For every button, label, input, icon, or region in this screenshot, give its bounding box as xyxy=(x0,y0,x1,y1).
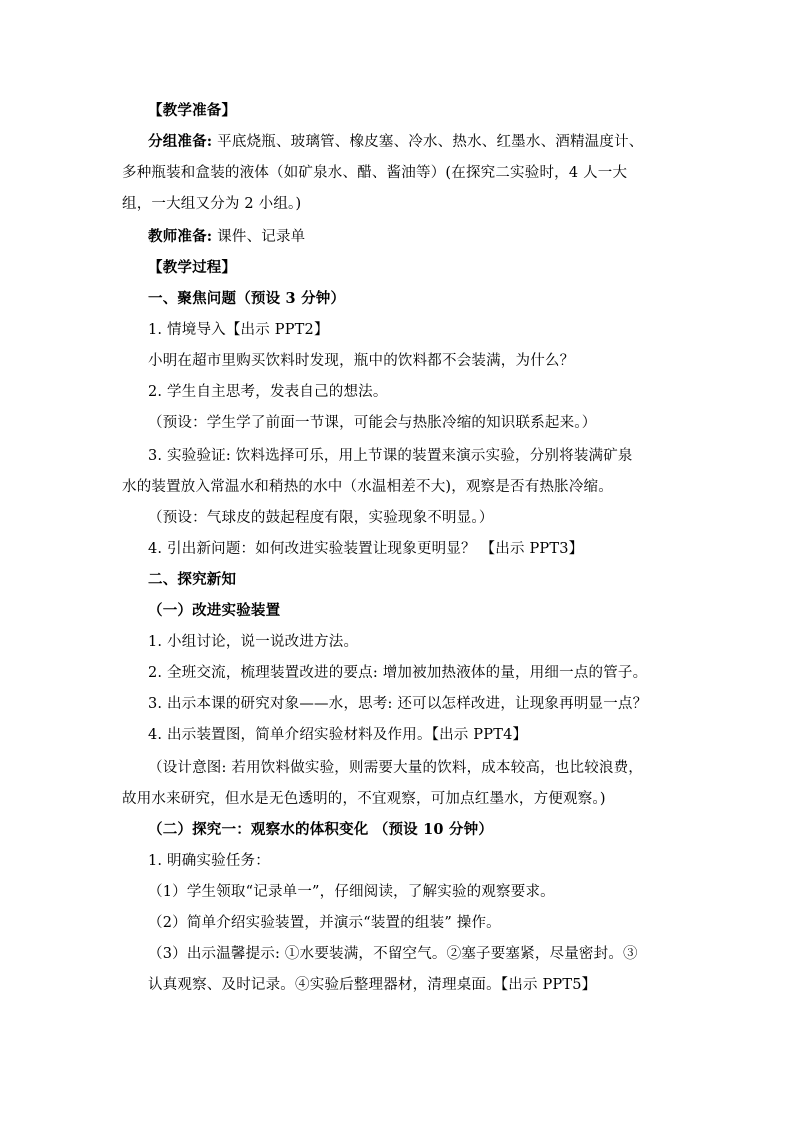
group-preparation-text: 平底烧瓶、玻璃管、橡皮塞、冷水、热水、红墨水、酒精温度计、 xyxy=(217,134,644,150)
s1-item-3-line-2: 水的装置放入常温水和稍热的水中（水温相差不大)，观察是否有热胀冷缩。 xyxy=(122,479,613,495)
s2a-item-1: 1. 小组讨论，说一说改进方法。 xyxy=(148,634,359,650)
section-2a-title: （一）改进实验装置 xyxy=(148,602,281,619)
s1-item-4: 4. 引出新问题：如何改进实验装置让现象更明显？ 【出示 PPT3】 xyxy=(148,541,584,557)
s2a-design-intent-line-2: 故用水来研究，但水是无色透明的，不宜观察，可加点红墨水，方便观察。) xyxy=(122,791,606,807)
s2a-item-2: 2. 全班交流，梳理装置改进的要点: 增加被加热液体的量，用细一点的管子。 xyxy=(148,665,648,681)
s2b-item-1-sub-3-line-2: 认真观察、及时记录。④实验后整理器材，清理桌面。【出示 PPT5】 xyxy=(148,977,597,993)
s2a-item-4: 4. 出示装置图，简单介绍实验材料及作用。【出示 PPT4】 xyxy=(148,727,528,743)
s2a-design-intent-line-1: （设计意图: 若用饮料做实验，则需要大量的饮料，成本较高，也比较浪费， xyxy=(148,760,643,776)
teacher-preparation-text: 课件、记录单 xyxy=(217,229,306,245)
group-preparation-label: 分组准备: xyxy=(148,133,213,150)
heading-teaching-preparation: 【教学准备】 xyxy=(148,102,237,119)
group-preparation-line-3: 组，一大组又分为 2 小组。) xyxy=(122,196,302,212)
group-preparation-line-1 xyxy=(148,132,643,152)
s2b-item-1-sub-2: （2）简单介绍实验装置，并演示“装置的组装” 操作。 xyxy=(148,915,501,931)
heading-teaching-process: 【教学过程】 xyxy=(148,259,237,276)
s2b-item-1-sub-3-line-1: （3）出示温馨提示: ①水要装满，不留空气。②塞子要塞紧，尽量密封。③ xyxy=(148,946,638,962)
group-preparation-line-2: 多种瓶装和盒装的液体（如矿泉水、醋、酱油等）(在探究二实验时，4 人一大 xyxy=(122,165,628,181)
s1-question: 小明在超市里购买饮料时发现，瓶中的饮料都不会装满，为什么？ xyxy=(148,353,575,369)
teacher-preparation-line xyxy=(148,227,305,247)
s2a-item-3: 3. 出示本课的研究对象——水，思考: 还可以怎样改进，让现象再明显一点？ xyxy=(148,696,648,712)
section-1-title: 一、聚焦问题（预设 3 分钟） xyxy=(148,290,346,307)
s1-item-3-preset: （预设：气球皮的鼓起程度有限，实验现象不明显。） xyxy=(148,510,494,526)
section-2-title: 二、探究新知 xyxy=(148,571,237,588)
s1-item-1: 1. 情境导入【出示 PPT2】 xyxy=(148,322,329,338)
section-2b-title: （二）探究一：观察水的体积变化 （预设 10 分钟） xyxy=(148,821,494,838)
s1-item-3-line-1: 3. 实验验证: 饮料选择可乐，用上节课的装置来演示实验，分别将装满矿泉 xyxy=(148,448,633,464)
s2b-item-1: 1. 明确实验任务： xyxy=(148,853,270,869)
s2b-item-1-sub-1: （1）学生领取“记录单一”，仔细阅读，了解实验的观察要求。 xyxy=(148,884,555,900)
teacher-preparation-label: 教师准备: xyxy=(148,228,213,245)
s1-item-2: 2. 学生自主思考，发表自己的想法。 xyxy=(148,384,388,400)
s1-item-2-preset: （预设：学生学了前面一节课，可能会与热胀冷缩的知识联系起来。） xyxy=(148,415,597,431)
